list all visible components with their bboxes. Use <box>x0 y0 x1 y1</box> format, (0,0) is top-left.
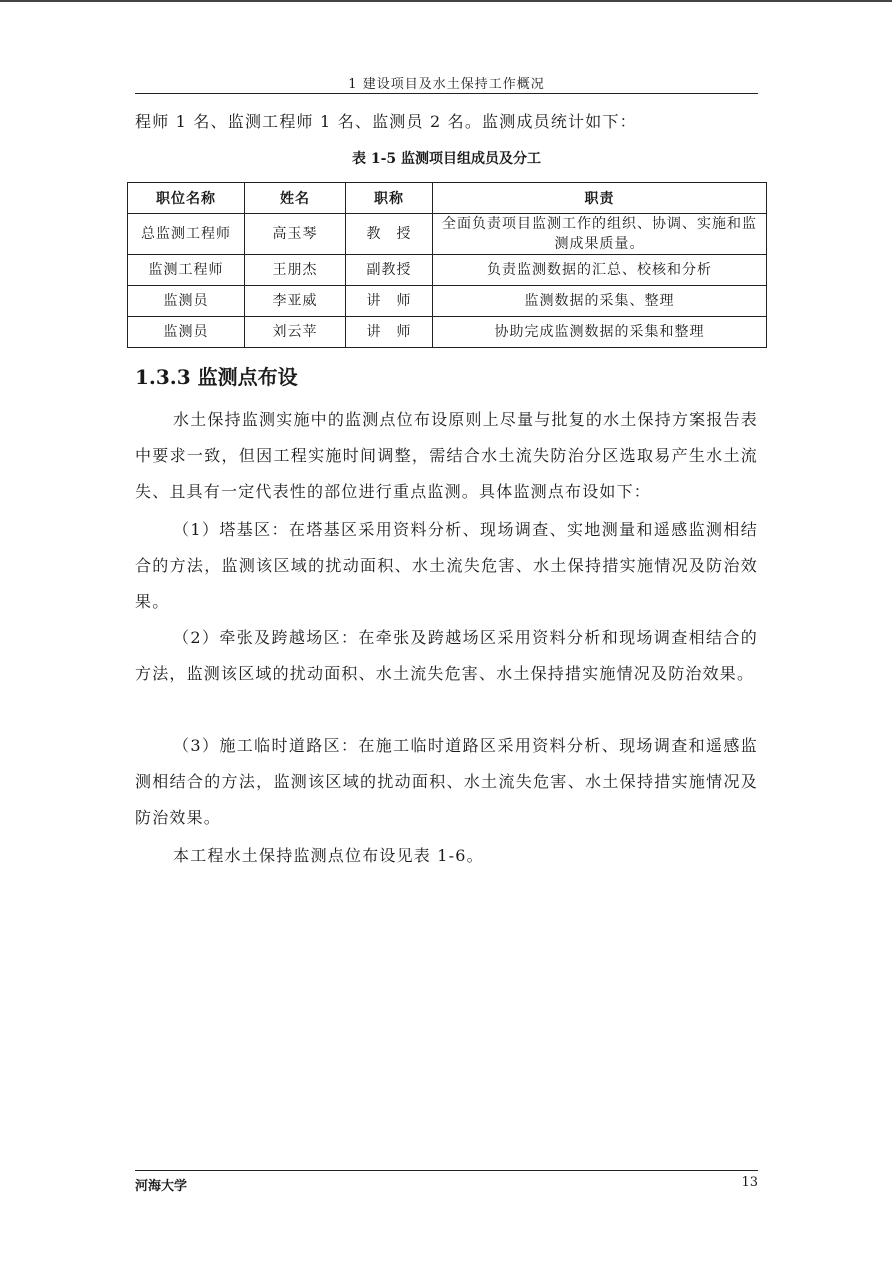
column-header-title: 职称 <box>346 183 433 214</box>
body-paragraph: （1）塔基区：在塔基区采用资料分析、现场调查、实地测量和遥感监测相结合的方法，监测该区域的扰动面积、水土流失危害、水土保持措实施情况及防治效果。 <box>135 520 758 611</box>
table-header-row <box>128 183 767 214</box>
cell-position: 监测员 <box>128 286 245 317</box>
table-row <box>128 286 767 317</box>
cell-duties: 全面负责项目监测工作的组织、协调、实施和监测成果质量。 <box>433 214 767 255</box>
cell-name: 刘云苹 <box>245 317 346 348</box>
cell-position: 监测员 <box>128 317 245 348</box>
column-header-position: 职位名称 <box>128 183 245 214</box>
footer-institution: 河海大学 <box>135 1179 188 1194</box>
cell-title: 教 授 <box>346 214 433 255</box>
cell-position: 监测工程师 <box>128 255 245 286</box>
body-paragraph: 本工程水土保持监测点位布设见表 1-6。 <box>173 846 484 865</box>
page-number: 13 <box>741 1175 758 1190</box>
body-paragraph: （2）牵张及跨越场区：在牵张及跨越场区采用资料分析和现场调查相结合的方法，监测该区域的扰动面积、水土流失危害、水土保持措实施情况及防治效果。 <box>135 628 758 683</box>
staff-table <box>127 182 767 348</box>
cell-position: 总监测工程师 <box>128 214 245 255</box>
table-row <box>128 317 767 348</box>
cell-duties: 协助完成监测数据的采集和整理 <box>433 317 767 348</box>
table-row <box>128 214 767 255</box>
column-header-duties: 职责 <box>433 183 767 214</box>
cell-title: 副教授 <box>346 255 433 286</box>
intro-line: 程师 1 名、监测工程师 1 名、监测员 2 名。监测成员统计如下： <box>135 112 637 131</box>
section-heading: 1.3.3 监测点布设 <box>135 365 298 389</box>
cell-title: 讲 师 <box>346 286 433 317</box>
running-header: 1 建设项目及水土保持工作概况 <box>348 77 545 92</box>
cell-name: 王朋杰 <box>245 255 346 286</box>
cell-title: 讲 师 <box>346 317 433 348</box>
cell-name: 李亚威 <box>245 286 346 317</box>
cell-duties: 负责监测数据的汇总、校核和分析 <box>433 255 767 286</box>
footer-rule <box>135 1170 758 1171</box>
table-title: 表 1-5 监测项目组成员及分工 <box>351 151 542 167</box>
page-top-edge <box>0 0 892 2</box>
cell-name: 高玉琴 <box>245 214 346 255</box>
cell-duties: 监测数据的采集、整理 <box>433 286 767 317</box>
table-row <box>128 255 767 286</box>
body-paragraph: 水土保持监测实施中的监测点位布设原则上尽量与批复的水土保持方案报告表中要求一致，但因工程实施时间调整，需结合水土流失防治分区选取易产生水土流失、且具有一定代表性的部位进行重点监测。具体监测点布设如下： <box>135 410 758 501</box>
column-header-name: 姓名 <box>245 183 346 214</box>
body-paragraph: （3）施工临时道路区：在施工临时道路区采用资料分析、现场调查和遥感监测相结合的方法，监测该区域的扰动面积、水土流失危害、水土保持措实施情况及防治效果。 <box>135 736 758 827</box>
header-rule <box>135 93 758 94</box>
